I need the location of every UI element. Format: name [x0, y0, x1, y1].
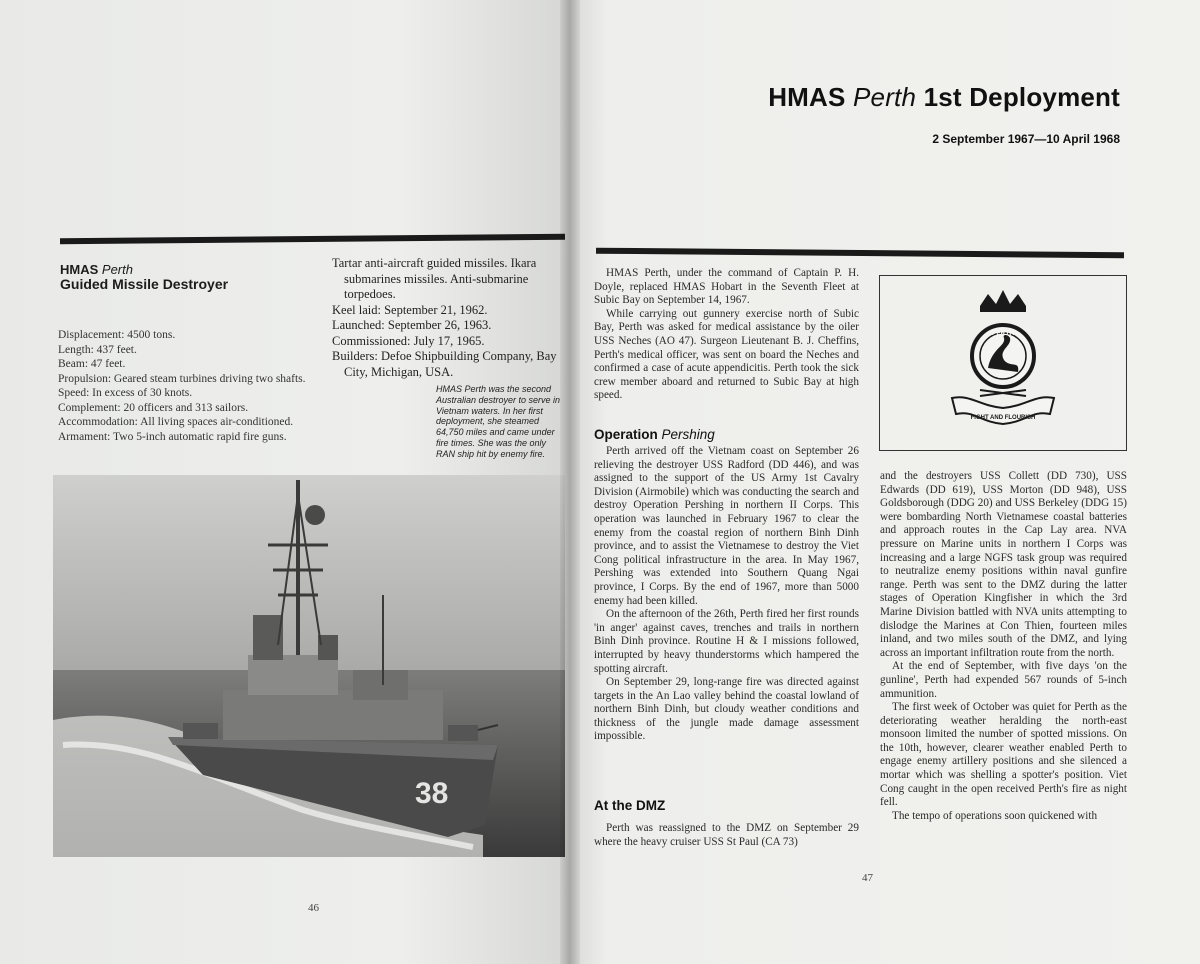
- destroyer-photo: [53, 475, 565, 857]
- dmz-text: [594, 822, 859, 849]
- spec-list: [58, 328, 318, 444]
- spec-item: Beam: 47 feet.: [58, 358, 126, 370]
- chapter-dates: 2 September 1967—10 April 1968: [932, 132, 1120, 146]
- heading-italic: Pershing: [661, 427, 715, 442]
- photo-caption: HMAS Perth was the second Australian destroyer to serve in Vietnam waters. In her first deployment, she steamed 64,750 miles and came under fire times. She was the only RAN ship hit by enemy fire.: [436, 384, 561, 459]
- ship-label-prefix: HMAS: [60, 262, 99, 277]
- spec-item: Tartar anti-aircraft guided missiles. Ikara submarines missiles. Anti-submarine torpedoes.: [332, 256, 537, 301]
- ship-label-name: Perth: [101, 262, 133, 277]
- paragraph: Perth arrived off the Vietnam coast on September 26 relieving the destroyer USS Radford (DD 446), and was assigned to the support of the US Army 1st Cavalry Division (Airmobile) which was conducting the search and destroy Operation Pershing in northern II Corps. This operation was launched in February 1967 to clear the enemy from the coastal region of northern Binh Dinh province, and to assist the Vietnamese to destroy the Viet Cong political infrastructure in the area. In May 1967, Pershing was extended into Southern Quang Ngai province, I Corps. By the end of 1967, more than 5000 enemy had been killed.: [594, 445, 859, 607]
- section-heading-pershing: [594, 427, 715, 442]
- heading-prefix: Operation: [594, 427, 658, 442]
- spec-item: Builders: Defoe Shipbuilding Company, Bay City, Michigan, USA.: [332, 349, 557, 379]
- paragraph: and the destroyers USS Collett (DD 730), USS Edwards (DD 619), USS Morton (DD 948), USS Goldsborough (DDG 20) and USS Berkeley (DDG 15) were bombarding North Vietnamese coastal batteries and approach routes in the Cap Lay area. NVA pressure on Marine units in northern I Corps was increasing and a large NGFS task group was required to neutralize enemy positions within naval gunfire range. Perth was sent to the DMZ during the latter stages of Operation Kingfisher in which the 3rd Marine Division battled with NVA units attempting to dislodge the Marines at Con Thien, fourteen miles inland, and two miles south of the DMZ, and lying across an important infiltration route from the north.: [880, 470, 1127, 659]
- spec-item: Keel laid: September 21, 1962.: [332, 302, 488, 317]
- spec-item: Accommodation: All living spaces air-conditioned.: [58, 416, 294, 428]
- crest-ship-name: PERTH: [991, 330, 1015, 337]
- spec-item: Commissioned: July 17, 1965.: [332, 333, 485, 348]
- paragraph: The tempo of operations soon quickened with: [892, 809, 1098, 822]
- spec-item: Speed: In excess of 30 knots.: [58, 387, 193, 399]
- column-two-text: [880, 470, 1127, 823]
- title-ship-name: Perth: [853, 82, 917, 112]
- chapter-title: [768, 82, 1120, 113]
- title-prefix: HMAS: [768, 82, 846, 112]
- pershing-text: [594, 445, 859, 744]
- spec-item: Complement: 20 officers and 313 sailors.: [58, 401, 249, 414]
- paragraph: The first week of October was quiet for Perth as the deteriorating weather heralding the north-east monsoon limited the number of spotted missions. On the 10th, however, clearer weather enabled Perth to engage enemy artillery positions and she silenced a mortar which was shelling a spotter's position. Viet Cong caught in the open received Perth's fire as night fell.: [880, 701, 1127, 809]
- paragraph: On the afternoon of the 26th, Perth fired her first rounds 'in anger' against caves, trenches and trails in northern Binh Dinh province. Routine H & I missions followed, interrupted by heavy thunderstorms which hampered the spotting aircraft.: [594, 608, 859, 675]
- crest-motto: FIGHT AND FLOURISH: [970, 415, 1036, 421]
- ship-type: Guided Missile Destroyer: [60, 276, 229, 292]
- paragraph: On September 29, long-range fire was directed against targets in the An Lao valley behind the coastal lowland of northern Binh Dinh, but cloudy weather conditions and thickness of the jungle made damage assessment impossible.: [594, 676, 859, 743]
- intro-text: [594, 267, 859, 403]
- spec-item: Displacement: 4500 tons.: [58, 329, 176, 341]
- ship-label: [60, 262, 133, 277]
- page-number-left: 46: [308, 902, 319, 914]
- ship-crest-box: [879, 275, 1127, 451]
- hull-number: 38: [415, 777, 449, 810]
- section-heading-dmz: At the DMZ: [594, 798, 666, 813]
- left-rule: [60, 234, 565, 244]
- ship-crest-icon: [880, 276, 1126, 450]
- spec-item: Propulsion: Geared steam turbines driving two shafts.: [58, 372, 306, 385]
- paragraph: Perth was reassigned to the DMZ on September 29 where the heavy cruiser USS St Paul (CA 73): [594, 822, 859, 848]
- paragraph: HMAS Perth, under the command of Captain P. H. Doyle, replaced HMAS Hobart in the Seventh Fleet at Subic Bay on September 14, 1967.: [594, 267, 859, 307]
- left-page: [0, 0, 570, 964]
- paragraph: At the end of September, with five days 'on the gunline', Perth had expended 567 rounds of 5-inch ammunition.: [880, 660, 1127, 700]
- spec-list-continued: [332, 256, 562, 380]
- paragraph: While carrying out gunnery exercise north of Subic Bay, Perth was asked for medical assistance by the oiler USS Neches (AO 47). Surgeon Lieutenant B. J. Cheffins, Perth's medical officer, was sent on board the Neches and confirmed a case of acute appendicitis. Perth took the sick crew member aboard and returned to Subic Bay at high speed.: [594, 307, 859, 402]
- book-gutter: [560, 0, 580, 964]
- spec-item: Length: 437 feet.: [58, 343, 137, 356]
- page-number-right: 47: [862, 872, 873, 884]
- spec-item: Armament: Two 5-inch automatic rapid fire guns.: [58, 430, 287, 443]
- title-suffix: 1st Deployment: [923, 82, 1120, 112]
- spec-item: Launched: September 26, 1963.: [332, 318, 492, 332]
